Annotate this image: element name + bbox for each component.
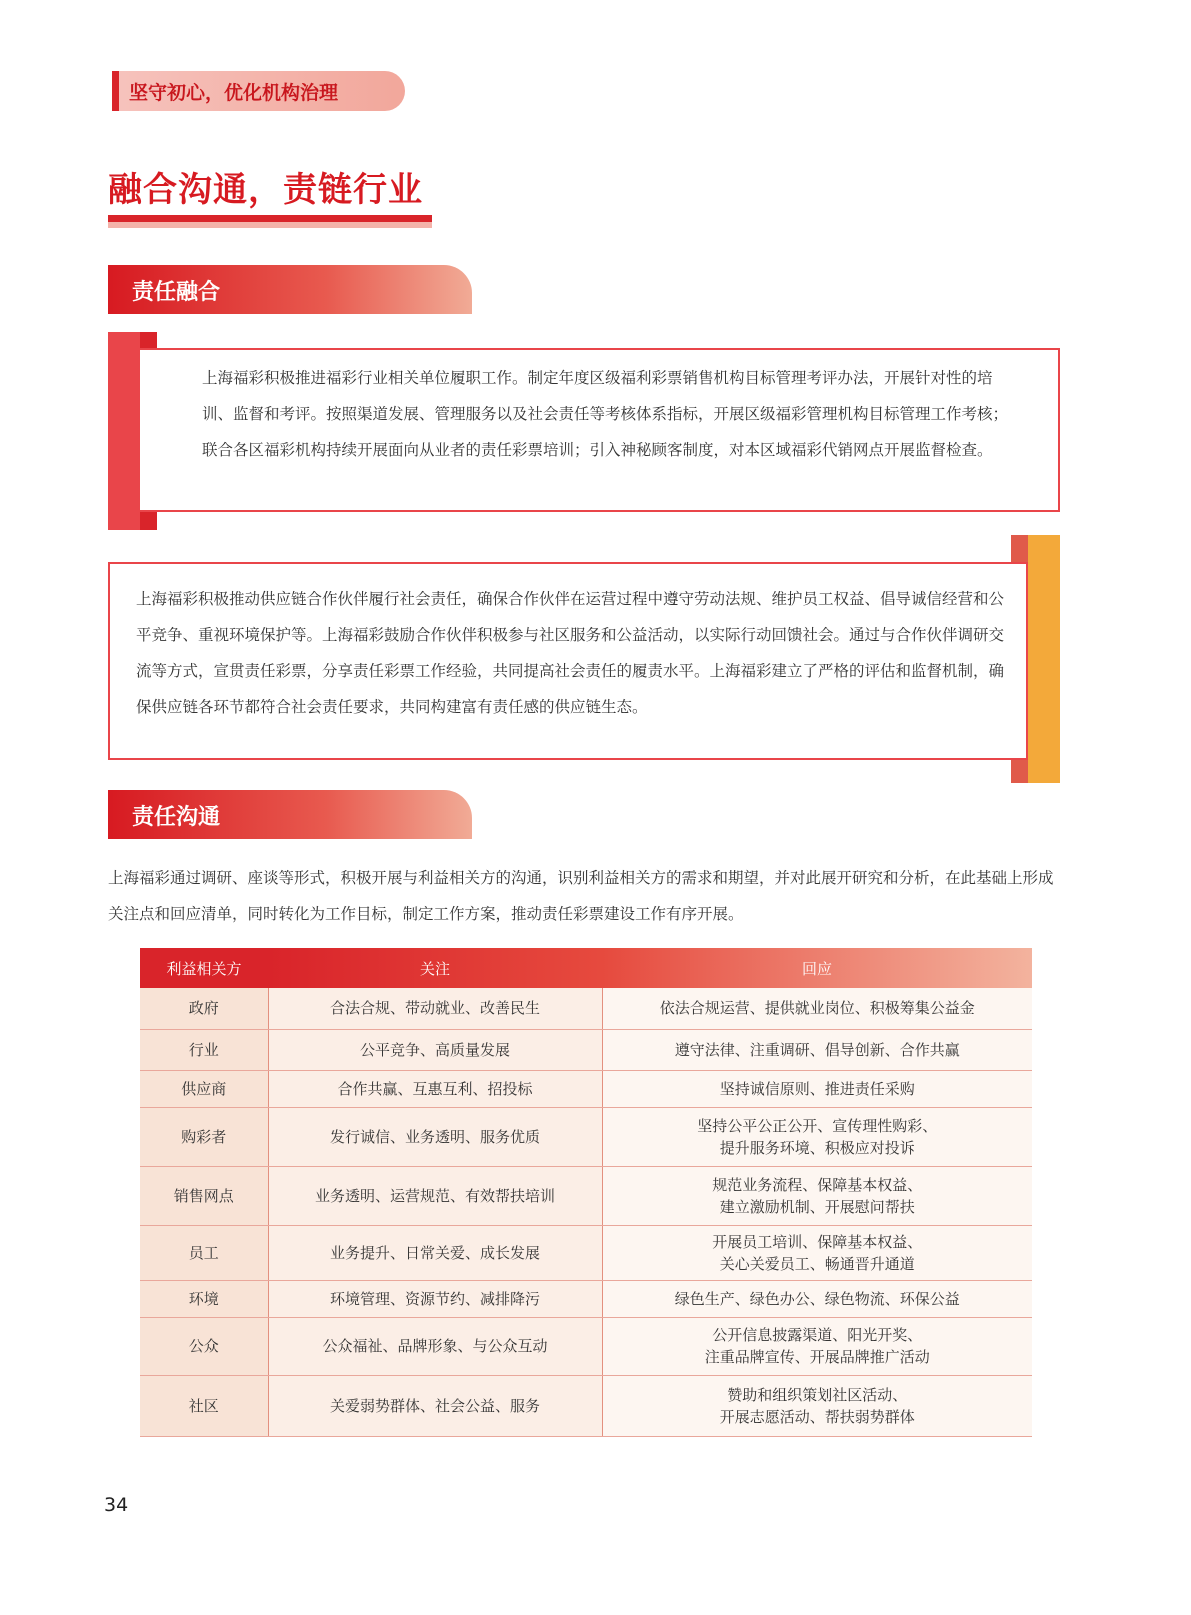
response-line: 规范业务流程、保障基本权益、	[712, 1175, 923, 1194]
response-line: 坚持公平公正公开、宣传理性购彩、	[697, 1116, 938, 1135]
cell-concern: 发行诚信、业务透明、服务优质	[268, 1107, 602, 1166]
cell-response	[602, 1375, 1032, 1436]
page-title: 融合沟通，责链行业	[108, 170, 423, 210]
table-row	[140, 1029, 1032, 1070]
response-line: 建立激励机制、开展慰问帮扶	[719, 1197, 915, 1216]
cell-response	[602, 1070, 1032, 1107]
header-concern: 关注	[268, 948, 602, 988]
intro-paragraph: 上海福彩通过调研、座谈等形式，积极开展与利益相关方的沟通，识别利益相关方的需求和期望，并对此展开研究和分析，在此基础上形成关注点和回应清单，同时转化为工作目标，制定工作方案，推动责任彩票建设工作有序开展。	[108, 869, 1054, 923]
response-line: 坚持诚信原则、推进责任采购	[719, 1079, 915, 1098]
table-row	[140, 1166, 1032, 1225]
cell-response	[602, 1166, 1032, 1225]
section-header-communication	[108, 790, 472, 839]
cell-response	[602, 1029, 1032, 1070]
cell-concern: 环境管理、资源节约、减排降污	[268, 1280, 602, 1317]
cell-concern: 公众福祉、品牌形象、与公众互动	[268, 1317, 602, 1375]
cell-party: 公众	[140, 1317, 268, 1375]
cell-party: 社区	[140, 1375, 268, 1436]
cell-response	[602, 1280, 1032, 1317]
cell-response	[602, 988, 1032, 1029]
box1-paragraph: 上海福彩积极推进福彩行业相关单位履职工作。制定年度区级福利彩票销售机构目标管理考评办法，开展针对性的培训、监督和考评。按照渠道发展、管理服务以及社会责任等考核体系指标，开展区级福彩管理机构目标管理工作考核；联合各区福彩机构持续开展面向从业者的责任彩票培训；引入神秘顾客制度，对本区域福彩代销网点开展监督检查。	[202, 369, 1009, 459]
table-row	[140, 1375, 1032, 1436]
cell-concern: 合作共赢、互惠互利、招投标	[268, 1070, 602, 1107]
box1-tab-bottom	[140, 512, 157, 530]
chapter-tag-label: 坚守初心，优化机构治理	[129, 82, 339, 104]
response-line: 开展志愿活动、帮扶弱势群体	[719, 1407, 915, 1426]
cell-party: 环境	[140, 1280, 268, 1317]
table-row	[140, 1070, 1032, 1107]
page-number: 34	[104, 1494, 129, 1516]
stakeholder-table	[140, 948, 1032, 1437]
table-row	[140, 988, 1032, 1029]
response-line: 依法合规运营、提供就业岗位、积极筹集公益金	[659, 999, 975, 1018]
response-line: 绿色生产、绿色办公、绿色物流、环保公益	[674, 1289, 960, 1308]
cell-party: 政府	[140, 988, 268, 1029]
response-line: 遵守法律、注重调研、倡导创新、合作共赢	[674, 1040, 960, 1059]
response-line: 公开信息披露渠道、阳光开奖、	[712, 1326, 923, 1344]
cell-concern: 合法合规、带动就业、改善民生	[268, 988, 602, 1029]
table-header-row	[140, 948, 1032, 988]
response-line: 注重品牌宣传、开展品牌推广活动	[704, 1348, 930, 1366]
box2-tab-top	[1011, 535, 1028, 562]
section-title: 责任沟通	[132, 805, 221, 830]
cell-response	[602, 1317, 1032, 1375]
box2-accent-bar	[1028, 535, 1060, 783]
cell-response	[602, 1107, 1032, 1166]
box1-tab-top	[140, 332, 157, 348]
header-stakeholder: 利益相关方	[140, 948, 268, 988]
cell-party: 销售网点	[140, 1166, 268, 1225]
table-row	[140, 1280, 1032, 1317]
box2-paragraph: 上海福彩积极推动供应链合作伙伴履行社会责任，确保合作伙伴在运营过程中遵守劳动法规、维护员工权益、倡导诚信经营和公平竞争、重视环境保护等。上海福彩鼓励合作伙伴积极参与社区服务和公益活动，以实际行动回馈社会。通过与合作伙伴调研交流等方式，宣贯责任彩票，分享责任彩票工作经验，共同提高社会责任的履责水平。上海福彩建立了严格的评估和监督机制，确保供应链各环节都符合社会责任要求，共同构建富有责任感的供应链生态。	[136, 590, 1005, 716]
cell-concern: 业务提升、日常关爱、成长发展	[268, 1225, 602, 1280]
cell-concern: 业务透明、运营规范、有效帮扶培训	[268, 1166, 602, 1225]
cell-party: 供应商	[140, 1070, 268, 1107]
title-underline	[108, 215, 432, 228]
section-header-integration	[108, 265, 472, 314]
cell-concern: 关爱弱势群体、社会公益、服务	[268, 1375, 602, 1436]
section-title: 责任融合	[132, 280, 221, 305]
response-line: 提升服务环境、积极应对投诉	[719, 1138, 915, 1157]
cell-response	[602, 1225, 1032, 1280]
box1-accent-bar	[108, 332, 140, 530]
response-line: 关心关爱员工、畅通晋升通道	[719, 1254, 915, 1273]
chapter-tag-bar	[112, 71, 119, 111]
response-line: 开展员工培训、保障基本权益、	[712, 1232, 923, 1251]
header-response: 回应	[602, 948, 1032, 988]
cell-party: 行业	[140, 1029, 268, 1070]
response-line: 赞助和组织策划社区活动、	[727, 1385, 908, 1404]
cell-concern: 公平竞争、高质量发展	[268, 1029, 602, 1070]
cell-party: 员工	[140, 1225, 268, 1280]
table-row	[140, 1317, 1032, 1375]
chapter-tag	[112, 71, 405, 111]
box2-tab-bottom	[1011, 760, 1028, 783]
table-row	[140, 1225, 1032, 1280]
table-row	[140, 1107, 1032, 1166]
cell-party: 购彩者	[140, 1107, 268, 1166]
